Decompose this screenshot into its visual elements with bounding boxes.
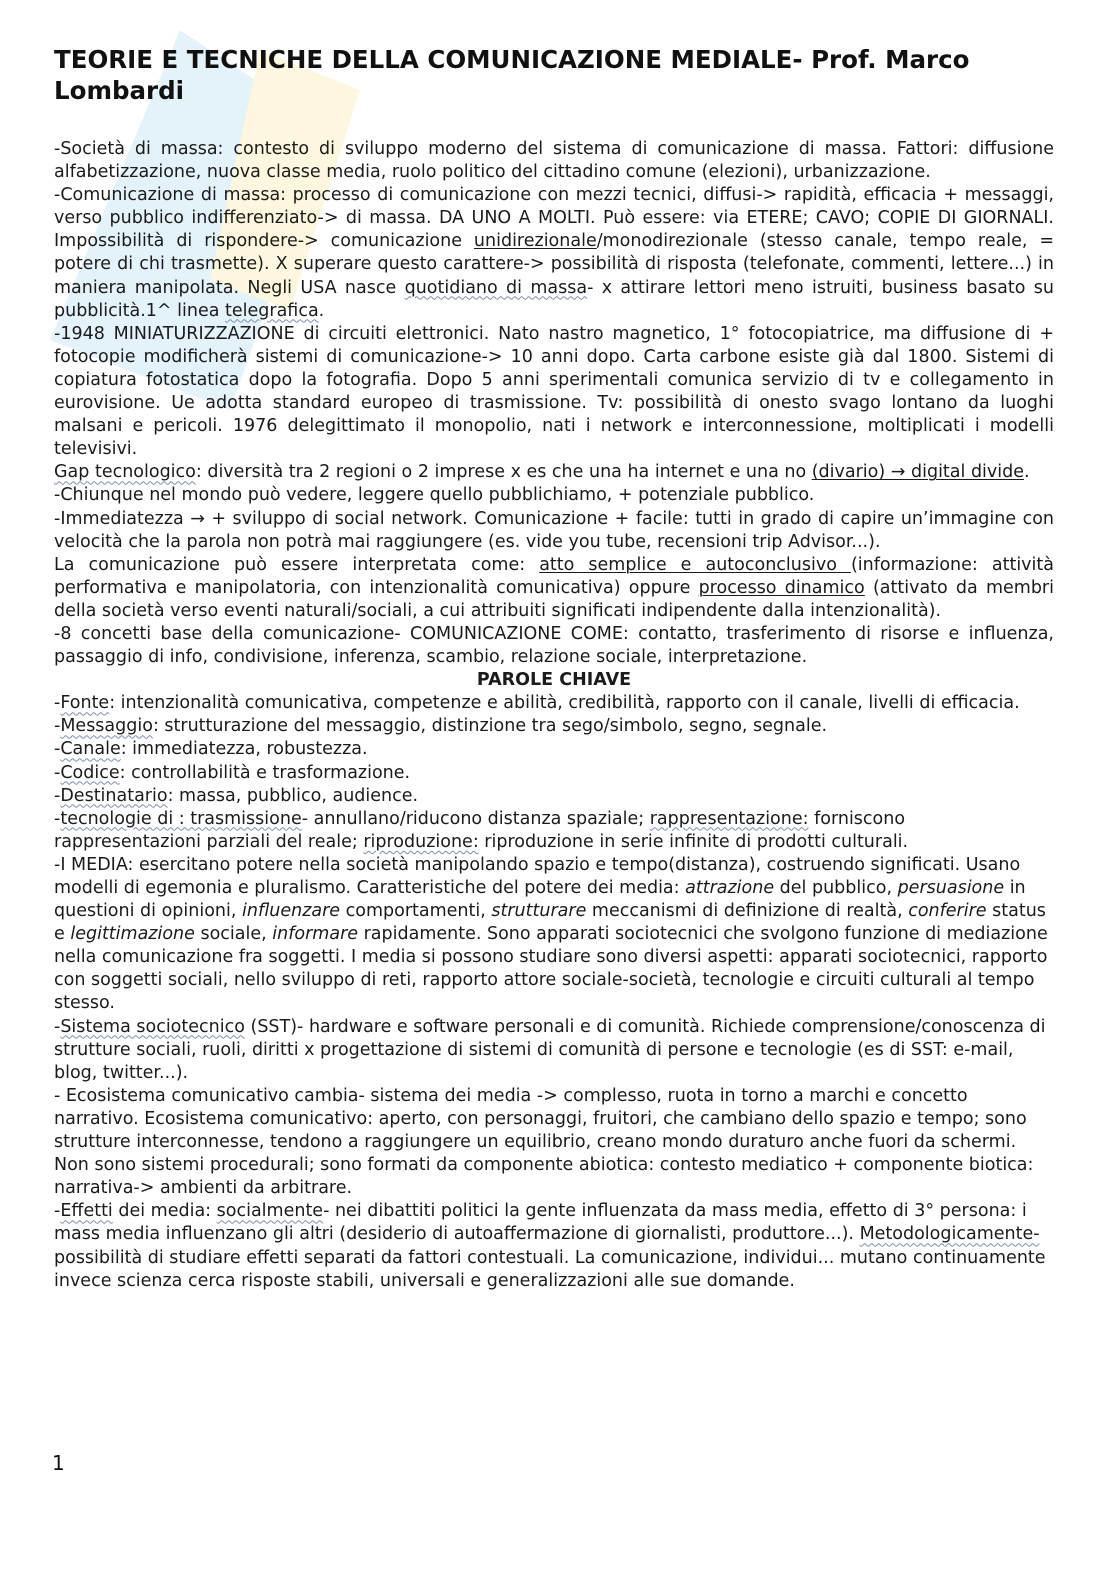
keyword-fonte: -Fonte: intenzionalità comunicativa, competenze e abilità, credibilità, rapporto con il canale, livelli di efficacia. xyxy=(54,693,1020,714)
paragraph-chiunque: -Chiunque nel mondo può vedere, leggere quello pubblichiamo, + potenziale pubblico. xyxy=(54,485,815,506)
underlined-term: Gap tecnologico xyxy=(54,462,196,483)
keyword-canale: -Canale: immediatezza, robustezza. xyxy=(54,739,368,760)
paragraph-comunicazione-di-massa: -Comunicazione di massa: processo di comunicazione con mezzi tecnici, diffusi-> rapidità, efficacia + messaggi, verso pubblico indifferenziato-> di massa. DA UNO A MOLTI. Può essere: via ETERE; CAVO; COPIE DI GIORNALI. Impossibilità di rispondere-> comunicazione unidirezionale/monodirezionale (stesso canale, tempo reale, = potere di chi trasmette). X superare questo carattere-> possibilità di risposta (telefonate, commenti, lettere...) in maniera manipolata. Negli USA nasce quotidiano di massa- x attirare lettori meno istruiti, business basato su pubblicità.1^ linea telegrafica. xyxy=(54,185,1054,321)
italic-term: strutturare xyxy=(491,901,587,922)
underlined-term: telegrafica xyxy=(225,300,319,321)
underlined-term: Fonte xyxy=(60,693,110,714)
keyword-messaggio: -Messaggio: strutturazione del messaggio, distinzione tra sego/simbolo, segno, segnale. xyxy=(54,716,828,737)
underlined-term: Codice xyxy=(60,762,120,783)
italic-term: informare xyxy=(272,924,359,945)
italic-term: influenzare xyxy=(241,901,341,922)
keyword-codice: -Codice: controllabilità e trasformazione. xyxy=(54,762,411,783)
italic-term: conferire xyxy=(908,901,987,922)
underlined-term: quotidiano di massa xyxy=(404,277,588,298)
keyword-destinatario: -Destinatario: massa, pubblico, audience. xyxy=(54,785,419,806)
section-heading: PAROLE CHIAVE xyxy=(476,670,632,691)
underlined-term: riproduzione: xyxy=(363,831,479,852)
italic-term: persuasione xyxy=(897,878,1005,898)
underlined-term: socialmente xyxy=(216,1201,324,1222)
underlined-term: Canale xyxy=(60,739,121,760)
underlined-term: tecnologie di : trasmissione xyxy=(60,808,302,829)
paragraph-concetti-base: -8 concetti base della comunicazione- COMUNICAZIONE COME: contatto, trasferimento di risorse e influenza, passaggio di info, condivisione, inferenza, scambio, relazione sociale, interpretazione. xyxy=(54,623,1054,668)
underlined-term: Destinatario xyxy=(60,785,168,806)
underlined-term: Messaggio xyxy=(60,716,153,737)
paragraph-societa-di-massa: -Società di massa: contesto di sviluppo moderno del sistema di comunicazione di massa. Fattori: diffusione alfabetizzazione, nuova classe media, ruolo politico del cittadino comune (elezioni), urbanizzazione. xyxy=(54,139,1054,183)
paragraph-miniaturizzazione: -1948 MINIATURIZZAZIONE di circuiti elettronici. Nato nastro magnetico, 1° fotocopiatrice, ma diffusione di + fotocopie modificherà sistemi di comunicazione-> 10 anni dopo. Carta carbone esiste già dal 1800. Sistemi di copiatura fotostatica dopo la fotografia. Dopo 5 anni sperimentali comunica servizio di tv e collegamento in eurovisione. Ue adotta standard europeo di trasmissione. Tv: possibilità di onesto svago lontano da luoghi malsani e pericoli. 1976 delegittimato il monopolio, nati i network e interconnessione, moltiplicati i modelli televisivi. xyxy=(54,323,1054,460)
paragraph-immediatezza: -Immediatezza → + sviluppo di social network. Comunicazione + facile: tutti in grado di capire un’immagine con velocità che la parola non potrà mai raggiungere (es. vide you tube, recensioni trip Advisor...). xyxy=(54,508,1054,552)
paragraph-interpretazione: La comunicazione può essere interpretata come: atto semplice e autoconclusivo (informazione: attività performativa e manipolatoria, con intenzionalità comunicativa) oppure processo dinamico (attivato da membri della società verso eventi naturali/sociali, a cui attribuiti significati indipendente dalla intenzionalità). xyxy=(54,554,1054,621)
paragraph-effetti: -Effetti dei media: socialmente- nei dibattiti politici la gente influenzata da mass media, effetto di 3° persona: i mass media influenzano gli altri (desiderio di autoaffermazione di giornalisti, produttore...). Metodologicamente- possibilità di studiare effetti separati da fattori contestuali. La comunicazione, individui... mutano continuamente invece scienza cerca risposte stabili, universali e generalizzazioni alle sue domande. xyxy=(54,1201,1046,1291)
underlined-term: Effetti xyxy=(60,1201,113,1222)
paragraph-sistema-sociotecnico: -Sistema sociotecnico (SST)- hardware e software personali e di comunità. Richiede comprensione/conoscenza di strutture sociali, ruoli, diritti x progettazione di sistemi di comunità di persone e tecnologie (es di SST: e-mail, blog, twitter...). xyxy=(54,1016,1046,1083)
keyword-tecnologie: -tecnologie di : trasmissione- annullano/riducono distanza spaziale; rappresentazione: forniscono rappresentazioni parziali del reale; riproduzione: riproduzione in serie infinite di prodotti culturali. xyxy=(54,808,909,852)
underlined-term: Metodologicamente- xyxy=(859,1224,1040,1245)
underlined-term: unidirezionale xyxy=(473,231,597,252)
document-body xyxy=(54,138,1054,1293)
italic-term: attrazione xyxy=(685,878,775,898)
underlined-term: processo dinamico xyxy=(698,577,865,598)
underlined-term: (divario) → digital divide xyxy=(811,462,1025,483)
italic-term: legittimazione xyxy=(70,924,195,945)
underlined-term: atto semplice e autoconclusivo xyxy=(539,554,851,575)
paragraph-i-media: -I MEDIA: esercitano potere nella società manipolando spazio e tempo(distanza), costruendo significati. Usano modelli di egemonia e pluralismo. Caratteristiche del potere dei media: attrazione del pubblico, persuasione in questioni di opinioni, influenzare comportamenti, strutturare meccanismi di definizione di realtà, conferire status e legittimazione sociale, informare rapidamente. Sono apparati sociotecnici che svolgono funzione di mediazione nella comunicazione fra soggetti. I media si possono studiare sono diversi aspetti: apparati sociotecnici, rapporto con soggetti sociali, nello sviluppo di reti, rapporto attore sociale-società, tecnologie e circuiti culturali al tempo stesso. xyxy=(54,854,1048,1014)
document-title: TEORIE E TECNICHE DELLA COMUNICAZIONE MEDIALE- Prof. Marco Lombardi xyxy=(54,45,970,105)
underlined-term: rappresentazione: xyxy=(649,808,809,829)
paragraph-ecosistema: - Ecosistema comunicativo cambia- sistema dei media -> complesso, ruota in torno a marchi e concetto narrativo. Ecosistema comunicativo: aperto, con personaggi, fruitori, che cambiano dello spazio e tempo; sono strutture interconnesse, tendono a raggiungere un equilibrio, creano mondo duraturo anche fuori da schermi. Non sono sistemi procedurali; sono formati da componente abiotica: contesto mediatico + componente biotica: narrativa-> ambienti da arbitrare. xyxy=(54,1085,1034,1199)
underlined-term: Sistema sociotecnico xyxy=(60,1016,245,1037)
paragraph-gap-tecnologico: Gap tecnologico: diversità tra 2 regioni o 2 imprese x es che una ha internet e una no (divario) → digital divide. xyxy=(54,462,1030,483)
page-number: 1 xyxy=(52,1451,65,1475)
